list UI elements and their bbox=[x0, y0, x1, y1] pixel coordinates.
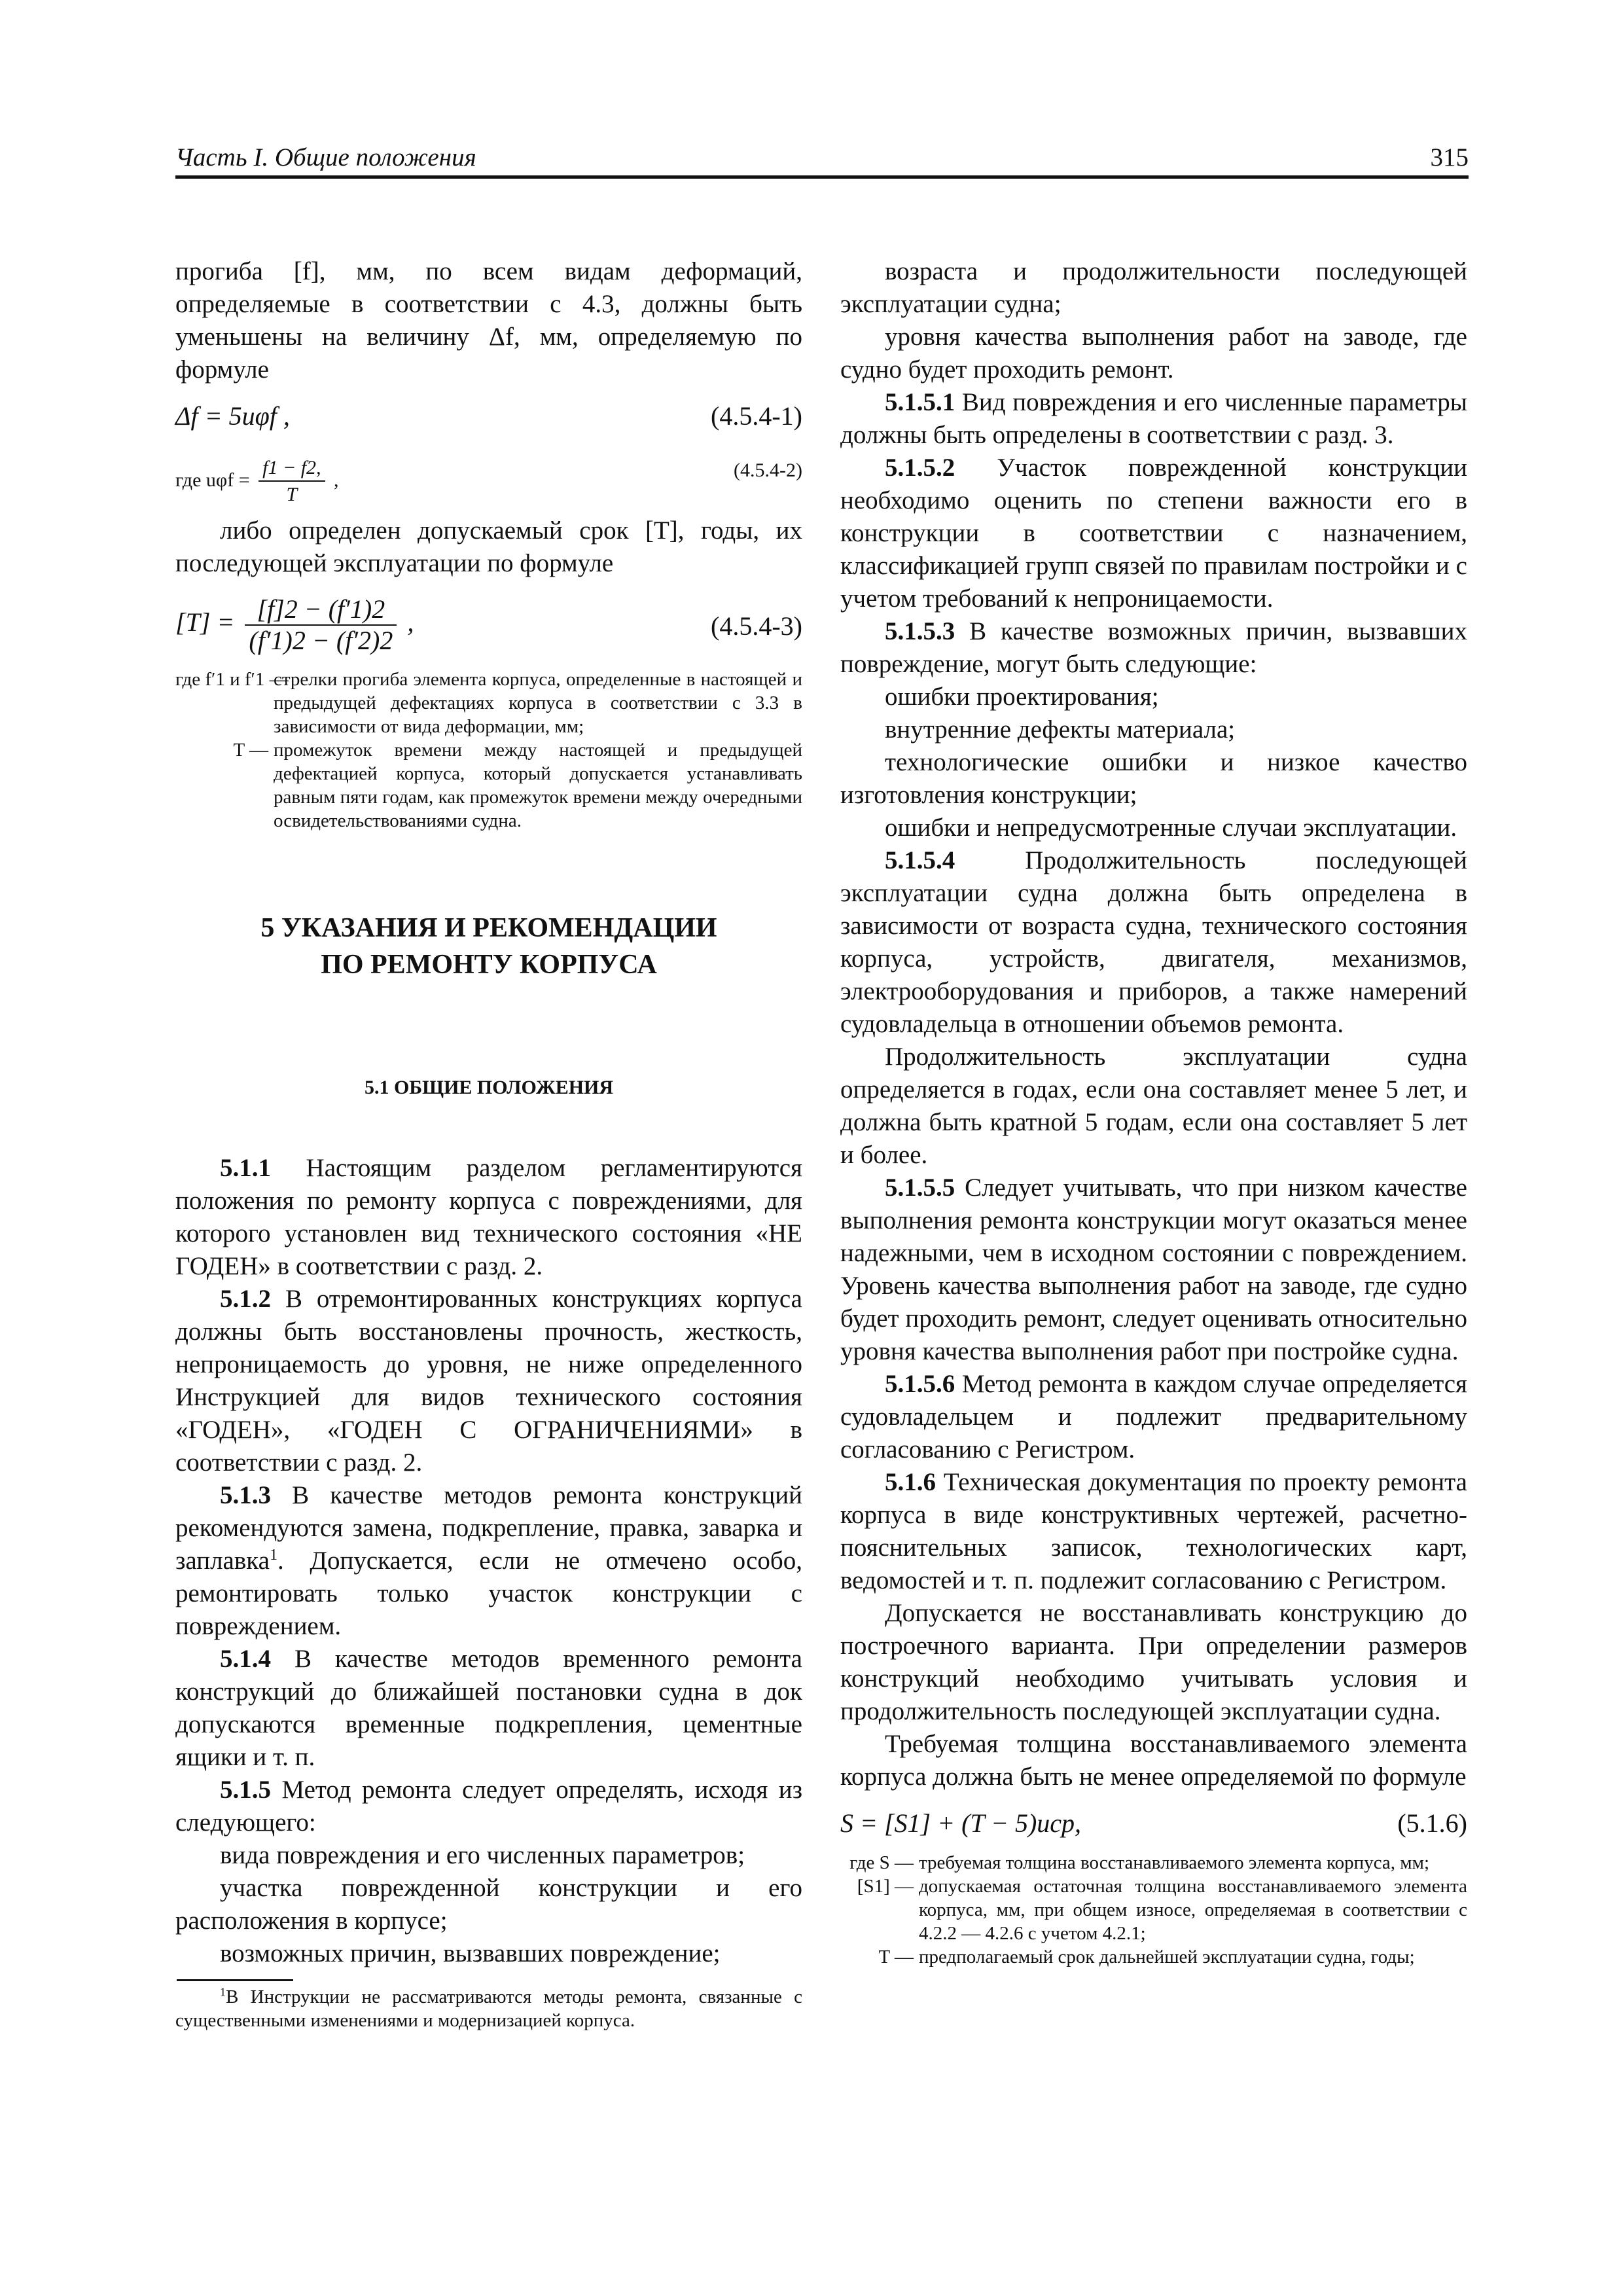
clause-number: 5.1.5.1 bbox=[885, 388, 955, 416]
equation-number: (4.5.4-2) bbox=[734, 459, 802, 481]
equation-number: (5.1.6) bbox=[1397, 1808, 1467, 1838]
clause-text: Метод ремонта следует определять, исходя из следующего: bbox=[175, 1776, 802, 1837]
equation-expression: S = [S1] + (T − 5)uср, bbox=[840, 1808, 1082, 1838]
equation-number: (4.5.4-1) bbox=[711, 401, 802, 431]
clause-number: 5.1.2 bbox=[220, 1285, 271, 1313]
paragraph-5-1-1 bbox=[175, 1152, 802, 1283]
clause-number: 5.1.3 bbox=[220, 1481, 271, 1509]
paragraph-5-1-3 bbox=[175, 1479, 802, 1643]
equation-expression: Δf = 5uφf , bbox=[175, 401, 290, 431]
paragraph-5-1-5-2 bbox=[840, 452, 1467, 615]
definitions-list bbox=[840, 1851, 1467, 1969]
fraction-numerator: [f]2 − (f′1)2 bbox=[245, 594, 397, 626]
paragraph-5-1-5-6 bbox=[840, 1368, 1467, 1466]
equation-4-5-4-1 bbox=[175, 395, 802, 437]
clause-number: 5.1.5.4 bbox=[885, 846, 955, 874]
list-item: участка поврежденной конструкции и его расположения в корпусе; bbox=[175, 1874, 802, 1935]
footnote bbox=[175, 1985, 802, 2032]
clause-number: 5.1.5 bbox=[220, 1776, 271, 1804]
footnote-reference: 1 bbox=[269, 1546, 278, 1564]
definition-symbol: где f′1 и f′1 — bbox=[175, 669, 289, 690]
list-item: возможных причин, вызвавших повреждение; bbox=[220, 1939, 721, 1967]
clause-text: Продолжительность последующей эксплуатации судна должна быть определена в зависимости от возраста судна, технического состояния корпуса, устройств, двигателя, механизмов, электрооборудования и приборов, а также намерений судовладельца в отношении объемов ремонта. bbox=[840, 846, 1467, 1038]
running-header bbox=[175, 143, 1469, 179]
equation-fraction bbox=[259, 456, 325, 508]
equation-tail: , bbox=[334, 469, 339, 491]
definition-item bbox=[840, 1945, 1467, 1969]
list-item: возраста и продолжительности последующей эксплуатации судна; bbox=[840, 257, 1467, 318]
definition-item bbox=[840, 1874, 1467, 1945]
paragraph-5-1-6-formula-intro: Требуемая толщина восстанавливаемого элемента корпуса должна быть не менее определяемой по формуле bbox=[840, 1730, 1467, 1791]
clause-text: Метод ремонта в каждом случае определяется судовладельцем и подлежит предварительному согласованию с Регистром. bbox=[840, 1370, 1467, 1463]
definitions-list bbox=[175, 668, 802, 833]
list-item: уровня качества выполнения работ на заводе, где судно будет проходить ремонт. bbox=[840, 323, 1467, 384]
clause-number: 5.1.6 bbox=[885, 1468, 936, 1496]
section-title-line: ПО РЕМОНТУ КОРПУСА bbox=[321, 950, 657, 980]
clause-number: 5.1.4 bbox=[220, 1645, 271, 1673]
fraction-numerator: f1 − f2, bbox=[259, 456, 325, 482]
equation-4-5-4-2 bbox=[175, 437, 802, 503]
clause-number: 5.1.5.5 bbox=[885, 1174, 955, 1202]
clause-text: Техническая документация по проекту ремонта корпуса в виде конструктивных чертежей, расчетно-пояснительных записок, технологических карт, ведомостей и т. п. подлежит согласованию с Регистром. bbox=[840, 1468, 1467, 1594]
equation-lead: где uφf = bbox=[175, 469, 250, 491]
paragraph-5-1-6-continued: Допускается не восстанавливать конструкцию до построечного варианта. При определении размеров конструкций необходимо учитывать условия и продолжительность последующей эксплуатации судна. bbox=[840, 1599, 1467, 1725]
header-rule bbox=[175, 175, 1469, 179]
list-item: ошибки и непредусмотренные случаи эксплуатации. bbox=[885, 814, 1457, 842]
definition-symbol: [S1] — bbox=[857, 1876, 914, 1897]
clause-text: В качестве методов временного ремонта конструкций до ближайшей постановки судна в док допускаются временные подкрепления, цементные ящики и т. п. bbox=[175, 1645, 802, 1771]
fraction-denominator: T bbox=[286, 484, 298, 505]
definition-item bbox=[175, 738, 802, 833]
paragraph-5-1-5-1 bbox=[840, 386, 1467, 452]
definition-item bbox=[840, 1851, 1467, 1874]
footnote-text: В Инструкции не рассматриваются методы ремонта, связанные с существенными изменениями и модернизацией корпуса. bbox=[175, 1986, 802, 2031]
paragraph-5-1-5-4 bbox=[840, 844, 1467, 1041]
clause-text: В качестве возможных причин, вызвавших повреждение, могут быть следующие: bbox=[840, 617, 1467, 678]
definition-text: предполагаемый срок дальнейшей эксплуатации судна, годы; bbox=[919, 1946, 1415, 1967]
definition-symbol: где S — bbox=[849, 1852, 914, 1873]
clause-text: Следует учитывать, что при низком качестве выполнения ремонта конструкции могут оказаться менее надежными, чем в исходном состоянии с повреждением. Уровень качества выполнения работ на заводе, где судно будет проходить ремонт, следует оценивать относительно уровня качества выполнения работ при постройке судна. bbox=[840, 1174, 1467, 1365]
right-column bbox=[840, 255, 1467, 1969]
list-item: вида повреждения и его численных параметров; bbox=[220, 1841, 745, 1869]
paragraph-5-1-5 bbox=[175, 1774, 802, 1839]
either-paragraph: либо определен допускаемый срок [T], годы, их последующей эксплуатации по формуле bbox=[175, 516, 802, 577]
part-title: Часть I. Общие положения bbox=[175, 143, 476, 171]
section-title-line: 5 УКАЗАНИЯ И РЕКОМЕНДАЦИИ bbox=[260, 913, 717, 943]
clause-text: Вид повреждения и его численные параметры должны быть определены в соответствии с разд. 3. bbox=[840, 388, 1467, 449]
list-item: технологические ошибки и низкое качество изготовления конструкции; bbox=[840, 748, 1467, 809]
paragraph-5-1-4 bbox=[175, 1643, 802, 1774]
definition-symbol: T — bbox=[233, 740, 268, 761]
equation-4-5-4-3 bbox=[175, 589, 802, 668]
list-item: внутренние дефекты материала; bbox=[885, 715, 1236, 744]
equation-lead: [T] = bbox=[175, 607, 235, 637]
paragraph-5-1-2 bbox=[175, 1283, 802, 1479]
clause-text: Участок поврежденной конструкции необходимо оценить по степени важности его в конструкции в соответствии с назначением, классификацией групп связей по правилам постройки и с учетом требований к непроницаемости. bbox=[840, 454, 1467, 613]
definition-text: допускаемая остаточная толщина восстанавливаемого элемента корпуса, мм, при общем износе, определяемая в соответствии с 4.2.2 — 4.2.6 с учетом 4.2.1; bbox=[919, 1876, 1467, 1944]
definition-text: промежуток времени между настоящей и предыдущей дефектацией корпуса, который допускается устанавливать равным пяти годам, как промежуток времени между очередными освидетельствованиями судна. bbox=[274, 740, 802, 831]
equation-5-1-6 bbox=[840, 1803, 1467, 1844]
section-title bbox=[175, 910, 802, 983]
clause-number: 5.1.5.3 bbox=[885, 617, 955, 645]
paragraph-5-1-6 bbox=[840, 1466, 1467, 1597]
clause-text: В качестве методов ремонта конструкций рекомендуются замена, подкрепление, правка, заварка и заплавка bbox=[175, 1481, 802, 1575]
clause-number: 5.1.5.2 bbox=[885, 454, 955, 482]
footnote-mark: 1 bbox=[220, 1985, 226, 1999]
equation-fraction bbox=[245, 594, 397, 656]
list-item: ошибки проектирования; bbox=[885, 683, 1159, 711]
intro-paragraph: прогиба [f], мм, по всем видам деформаций, определяемые в соответствии с 4.3, должны быть уменьшены на величину Δf, мм, определяемую по формуле bbox=[175, 257, 802, 384]
footnote-rule bbox=[177, 1979, 293, 1981]
equation-tail: , bbox=[407, 607, 414, 637]
clause-number: 5.1.5.6 bbox=[885, 1370, 955, 1398]
definition-text: стрелки прогиба элемента корпуса, определенные в настоящей и предыдущей дефектациях корпуса в соответствии с 3.3 в зависимости от вида деформации, мм; bbox=[274, 669, 802, 737]
clause-text: Настоящим разделом регламентируются положения по ремонту корпуса с повреждениями, для которого установлен вид технического состояния «НЕ ГОДЕН» в соответствии с разд. 2. bbox=[175, 1154, 802, 1280]
definition-symbol: T — bbox=[878, 1946, 914, 1967]
page-number: 315 bbox=[1430, 143, 1469, 171]
equation-number: (4.5.4-3) bbox=[711, 611, 802, 641]
left-column bbox=[175, 255, 802, 2032]
fraction-denominator: (f′1)2 − (f′2)2 bbox=[249, 626, 393, 655]
paragraph-5-1-5-4-continued: Продолжительность эксплуатации судна определяется в годах, если она составляет менее 5 лет, и должна быть кратной 5 годам, если она составляет 5 лет и более. bbox=[840, 1043, 1467, 1169]
paragraph-5-1-5-5 bbox=[840, 1172, 1467, 1368]
definition-text: требуемая толщина восстанавливаемого элемента корпуса, мм; bbox=[919, 1852, 1430, 1873]
definition-item bbox=[175, 668, 802, 738]
clause-text: В отремонтированных конструкциях корпуса должны быть восстановлены прочность, жесткость, непроницаемость до уровня, не ниже определенного Инструкцией для видов технического состояния «ГОДЕН», «ГОДЕН С ОГРАНИЧЕНИЯМИ» в соответствии с разд. 2. bbox=[175, 1285, 802, 1477]
clause-text: . Допускается, если не отмечено особо, ремонтировать только участок конструкции с повреждением. bbox=[175, 1547, 802, 1640]
subsection-title: 5.1 ОБЩИЕ ПОЛОЖЕНИЯ bbox=[364, 1077, 614, 1098]
clause-number: 5.1.1 bbox=[220, 1154, 271, 1182]
paragraph-5-1-5-3 bbox=[840, 615, 1467, 681]
